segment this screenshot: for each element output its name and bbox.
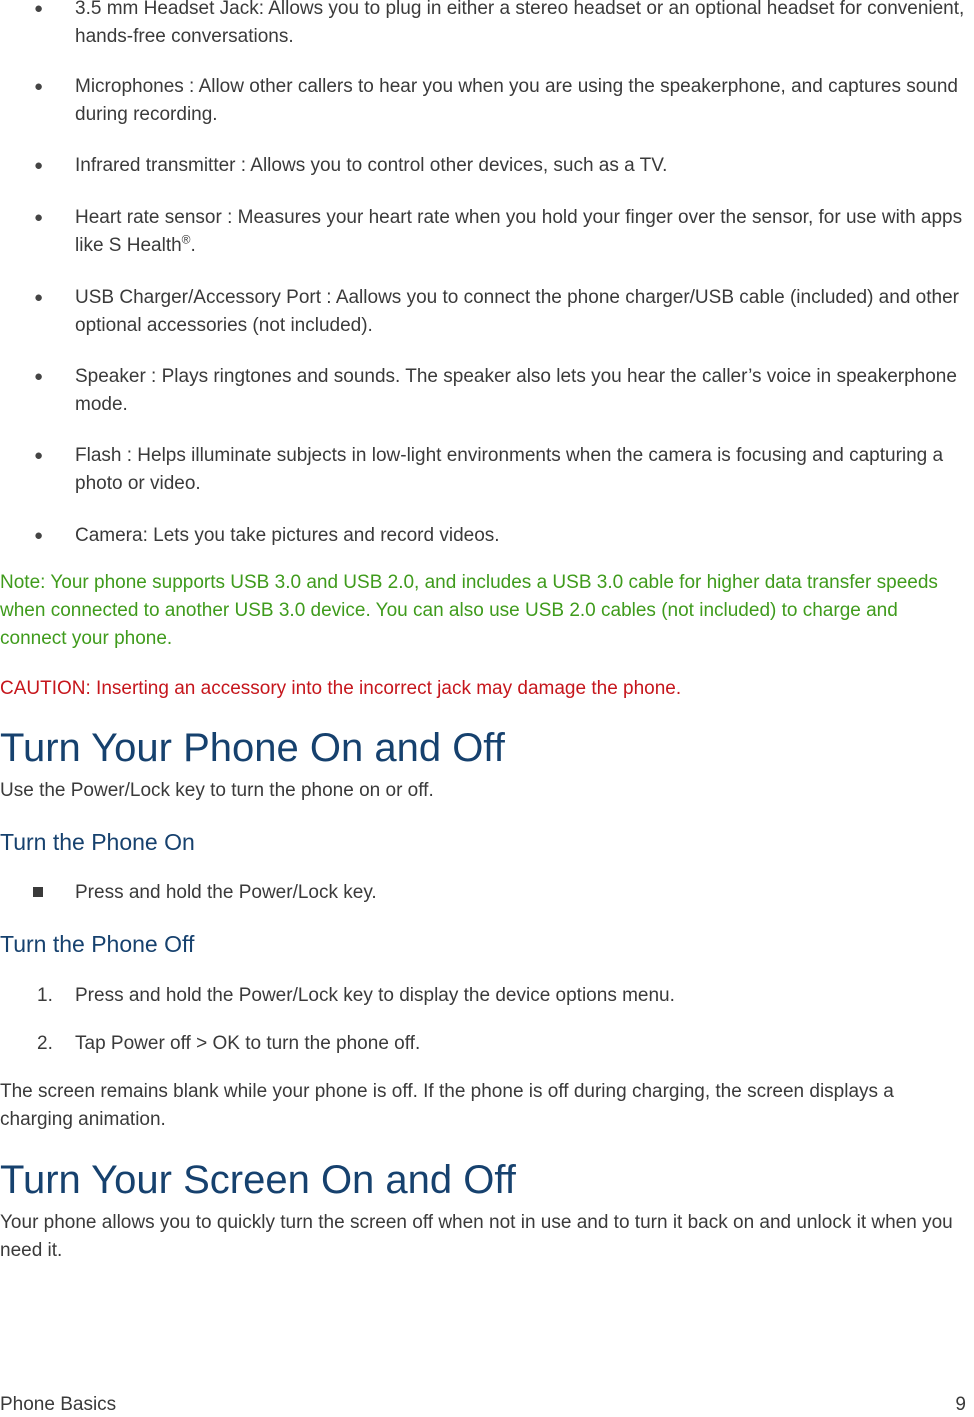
bullet-marker: ●: [34, 447, 44, 464]
list-item: [0, 152, 968, 180]
list-item-text: Press and hold the Power/Lock key.: [75, 882, 377, 903]
list-item-text: Tap Power off > OK to turn the phone off.: [75, 1033, 421, 1054]
square-bullet-icon: [33, 887, 43, 897]
page-number: 9: [955, 1394, 966, 1415]
bullet-marker: ●: [34, 78, 44, 95]
list-item: [0, 522, 968, 550]
section-title: Turn Your Screen On and Off: [0, 1158, 516, 1202]
list-item: [0, 1030, 968, 1058]
list-item: [0, 363, 968, 419]
subsection-title: Turn the Phone Off: [0, 931, 195, 957]
bullet-marker: ●: [34, 0, 44, 17]
bullet-marker: ●: [34, 289, 44, 306]
list-item-text: Flash : Helps illuminate subjects in low-light environments when the camera is focusing and capturing a photo or video.: [75, 445, 944, 494]
list-item: [0, 442, 968, 498]
list-item-text: USB Charger/Accessory Port : Aallows you to connect the phone charger/USB cable (included) and other optional accessories (not included).: [75, 287, 959, 336]
section-intro: Use the Power/Lock key to turn the phone on or off.: [0, 780, 434, 801]
section-intro: Your phone allows you to quickly turn the screen off when not in use and to turn it back on and unlock it when you need it.: [0, 1212, 953, 1261]
bullet-marker: ●: [34, 157, 44, 174]
list-item-text: 3.5 mm Headset Jack: Allows you to plug in either a stereo headset or an optional headset for convenient, hands-free conversations.: [75, 0, 965, 47]
bullet-marker: ●: [34, 527, 44, 544]
list-item-text-end: .: [190, 235, 196, 256]
subsection-title: Turn the Phone On: [0, 829, 195, 855]
registered-mark: ®: [181, 232, 191, 247]
caution-paragraph: CAUTION: Inserting an accessory into the incorrect jack may damage the phone.: [0, 678, 682, 699]
list-item: [0, 879, 968, 907]
list-item: [0, 982, 968, 1010]
bullet-marker: ●: [34, 368, 44, 385]
list-item-text: Infrared transmitter : Allows you to control other devices, such as a TV.: [75, 155, 668, 176]
footer-section-name: Phone Basics: [0, 1394, 117, 1415]
list-item-text: [75, 204, 968, 260]
step-number: 1.: [37, 985, 53, 1006]
note-paragraph: Note: Your phone supports USB 3.0 and USB 2.0, and includes a USB 3.0 cable for higher data transfer speeds when connected to another USB 3.0 device. You can also use USB 2.0 cables (not included) to charge and connect your phone.: [0, 572, 938, 649]
list-item-text: Camera: Lets you take pictures and record videos.: [75, 525, 500, 546]
section-title: Turn Your Phone On and Off: [0, 726, 505, 770]
list-item-text: Microphones : Allow other callers to hear you when you are using the speakerphone, and captures sound during recording.: [75, 76, 958, 125]
list-item: [0, 73, 968, 129]
list-item-text-main: Heart rate sensor : Measures your heart rate when you hold your finger over the sensor, for use with apps like S Health: [75, 207, 963, 256]
list-item-text: Press and hold the Power/Lock key to display the device options menu.: [75, 985, 675, 1006]
step-number: 2.: [37, 1033, 53, 1054]
list-item: [0, 284, 968, 340]
list-item: [0, 0, 968, 51]
list-item-text: Speaker : Plays ringtones and sounds. The speaker also lets you hear the caller’s voice in speakerphone mode.: [75, 366, 957, 415]
list-item: [0, 204, 968, 260]
section-outro: The screen remains blank while your phone is off. If the phone is off during charging, the screen displays a charging animation.: [0, 1081, 894, 1130]
bullet-marker: ●: [34, 209, 44, 226]
